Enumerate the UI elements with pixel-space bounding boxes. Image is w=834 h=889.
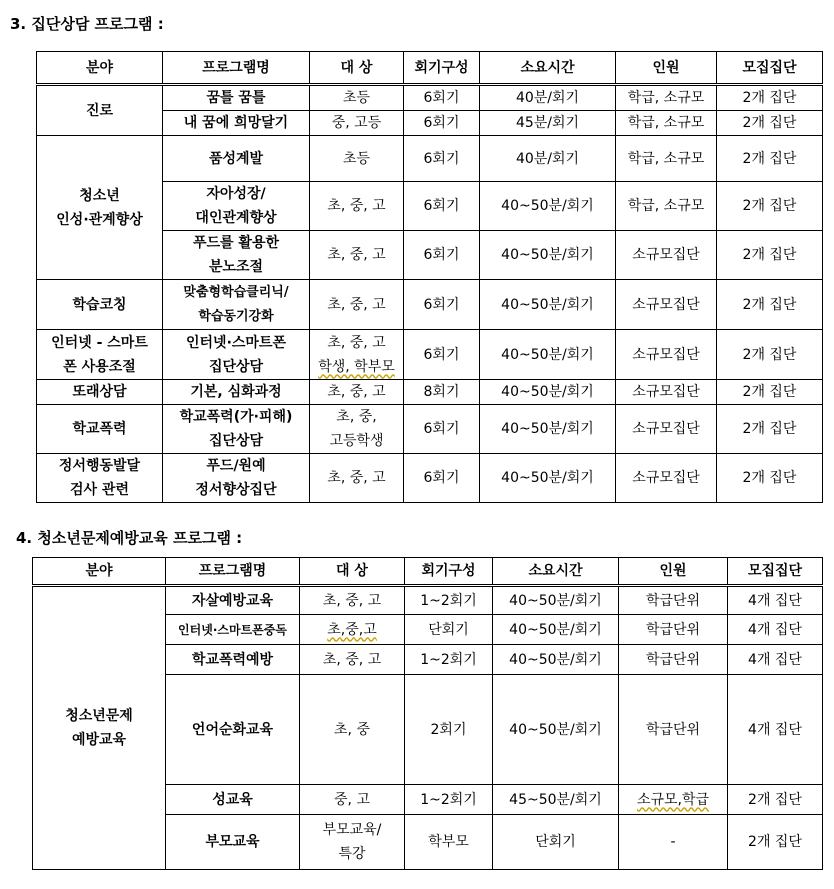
target: 초, 중, 고등학생: [310, 405, 404, 454]
duration: 40~50분/회기: [493, 615, 619, 645]
field-character: 청소년 인성·관계향상: [37, 136, 163, 280]
field-emotion: 정서행동발달 검사 관련: [37, 454, 163, 503]
header-sessions: 회기구성: [405, 558, 493, 586]
group-counseling-table: [36, 51, 823, 503]
group-count: 2개 집단: [717, 280, 823, 330]
duration: 40분/회기: [480, 136, 616, 182]
group-count: 2개 집단: [717, 85, 823, 111]
header-time: 소요시간: [493, 558, 619, 586]
target: 중, 고등: [310, 111, 404, 136]
program-name: 자살예방교육: [166, 586, 300, 615]
duration: 40~50분/회기: [480, 380, 616, 405]
program-name: 꿈틀 꿈틀: [163, 85, 310, 111]
group-count: 4개 집단: [728, 586, 823, 615]
people: -: [619, 815, 728, 870]
people: 학급단위: [619, 675, 728, 785]
group-count: 4개 집단: [728, 615, 823, 645]
sessions: 6회기: [404, 111, 480, 136]
program-name: 학교폭력(가·피해) 집단상담: [163, 405, 310, 454]
program-name: 품성계발: [163, 136, 310, 182]
group-count: 2개 집단: [717, 454, 823, 503]
table-row: [37, 380, 823, 405]
target-line-2: 학생, 학부모: [318, 358, 395, 375]
target: [310, 330, 404, 380]
table-row: [37, 405, 823, 454]
duration: 45~50분/회기: [493, 785, 619, 815]
target: 초, 중, 고: [310, 380, 404, 405]
people: 학급, 소규모: [616, 136, 717, 182]
sessions: 2회기: [405, 675, 493, 785]
group-count: 2개 집단: [717, 182, 823, 231]
duration: 40~50분/회기: [480, 454, 616, 503]
people: 소규모집단: [616, 330, 717, 380]
people: 소규모집단: [616, 405, 717, 454]
group-count: 2개 집단: [717, 111, 823, 136]
program-name: 학교폭력예방: [166, 645, 300, 675]
sessions: 6회기: [404, 231, 480, 280]
section-3-title: 3. 집단상담 프로그램 :: [10, 15, 164, 33]
group-count: 2개 집단: [717, 380, 823, 405]
table-header-row: [33, 558, 823, 586]
sessions: 6회기: [404, 330, 480, 380]
table-row: [37, 454, 823, 503]
group-count: 2개 집단: [717, 231, 823, 280]
program-name: 언어순화교육: [166, 675, 300, 785]
header-program: 프로그램명: [163, 52, 310, 85]
header-field: 분야: [37, 52, 163, 85]
table-row: [37, 280, 823, 330]
program-name: 푸드를 활용한 분노조절: [163, 231, 310, 280]
target-line-1: 초, 중, 고: [327, 334, 386, 351]
people: 학급단위: [619, 615, 728, 645]
header-field: 분야: [33, 558, 166, 586]
target: 초등: [310, 85, 404, 111]
field-career: 진로: [37, 85, 163, 136]
sessions: 1~2회기: [405, 785, 493, 815]
target: 초, 중: [300, 675, 405, 785]
sessions: 6회기: [404, 280, 480, 330]
sessions: 단회기: [405, 615, 493, 645]
people: 학급, 소규모: [616, 182, 717, 231]
field-prevention: 청소년문제 예방교육: [33, 586, 166, 870]
header-group: 모집집단: [728, 558, 823, 586]
program-name: 내 꿈에 희망달기: [163, 111, 310, 136]
program-name: 인터넷·스마트폰중독: [166, 615, 300, 645]
sessions: 6회기: [404, 85, 480, 111]
target: 중, 고: [300, 785, 405, 815]
group-count: 2개 집단: [717, 330, 823, 380]
people: 학급단위: [619, 586, 728, 615]
group-count: 2개 집단: [728, 815, 823, 870]
duration: 40~50분/회기: [480, 280, 616, 330]
people: 소규모집단: [616, 380, 717, 405]
header-people: 인원: [619, 558, 728, 586]
target: 초, 중, 고: [310, 454, 404, 503]
sessions: 1~2회기: [405, 645, 493, 675]
program-name: 푸드/원예 정서향상집단: [163, 454, 310, 503]
header-sessions: 회기구성: [404, 52, 480, 85]
table-header-row: [37, 52, 823, 85]
sessions: 6회기: [404, 405, 480, 454]
program-name: 인터넷·스마트폰 집단상담: [163, 330, 310, 380]
header-program: 프로그램명: [166, 558, 300, 586]
program-name: 부모교육: [166, 815, 300, 870]
target: 초, 중, 고: [310, 231, 404, 280]
target: 초, 중, 고: [310, 182, 404, 231]
group-count: 2개 집단: [728, 785, 823, 815]
field-peer: 또래상담: [37, 380, 163, 405]
target: 초, 중, 고: [300, 645, 405, 675]
people: 소규모집단: [616, 454, 717, 503]
duration: 40~50분/회기: [493, 645, 619, 675]
program-name: 성교육: [166, 785, 300, 815]
group-count: 2개 집단: [717, 405, 823, 454]
people: 학급, 소규모: [616, 85, 717, 111]
sessions: 학부모: [405, 815, 493, 870]
duration: 40~50분/회기: [480, 405, 616, 454]
duration: 40~50분/회기: [493, 586, 619, 615]
people-text: 소규모,학급: [636, 791, 710, 808]
people: 학급단위: [619, 645, 728, 675]
table-row: [37, 330, 823, 380]
program-name: 기본, 심화과정: [163, 380, 310, 405]
prevention-education-table: [32, 557, 823, 870]
program-name: 자아성장/ 대인관계향상: [163, 182, 310, 231]
header-time: 소요시간: [480, 52, 616, 85]
sessions: 1~2회기: [405, 586, 493, 615]
group-count: 4개 집단: [728, 675, 823, 785]
duration: 45분/회기: [480, 111, 616, 136]
table-row: [37, 136, 823, 182]
sessions: 8회기: [404, 380, 480, 405]
sessions: 6회기: [404, 136, 480, 182]
section-4-title: 4. 청소년문제예방교육 프로그램 :: [16, 529, 243, 547]
group-count: 2개 집단: [717, 136, 823, 182]
target: 초, 중, 고: [300, 586, 405, 615]
sessions: 6회기: [404, 182, 480, 231]
table-row: [37, 85, 823, 111]
header-group: 모집집단: [717, 52, 823, 85]
program-name: 맞춤형학습클리닉/ 학습동기강화: [163, 280, 310, 330]
people: 소규모집단: [616, 231, 717, 280]
duration: 40~50분/회기: [480, 231, 616, 280]
field-internet: 인터넷 - 스마트 폰 사용조절: [37, 330, 163, 380]
header-people: 인원: [616, 52, 717, 85]
table-row: [33, 586, 823, 615]
duration: 40분/회기: [480, 85, 616, 111]
people: 학급, 소규모: [616, 111, 717, 136]
field-coaching: 학습코칭: [37, 280, 163, 330]
sessions: 6회기: [404, 454, 480, 503]
field-violence: 학교폭력: [37, 405, 163, 454]
header-target: 대 상: [310, 52, 404, 85]
duration: 40~50분/회기: [480, 330, 616, 380]
duration: 40~50분/회기: [493, 675, 619, 785]
target: 초등: [310, 136, 404, 182]
target: [300, 615, 405, 645]
group-count: 4개 집단: [728, 645, 823, 675]
target-text: 초,중,고: [327, 621, 377, 638]
target: 초, 중, 고: [310, 280, 404, 330]
people: [619, 785, 728, 815]
people: 소규모집단: [616, 280, 717, 330]
duration: 40~50분/회기: [480, 182, 616, 231]
header-target: 대 상: [300, 558, 405, 586]
duration: 단회기: [493, 815, 619, 870]
target: 부모교육/ 특강: [300, 815, 405, 870]
